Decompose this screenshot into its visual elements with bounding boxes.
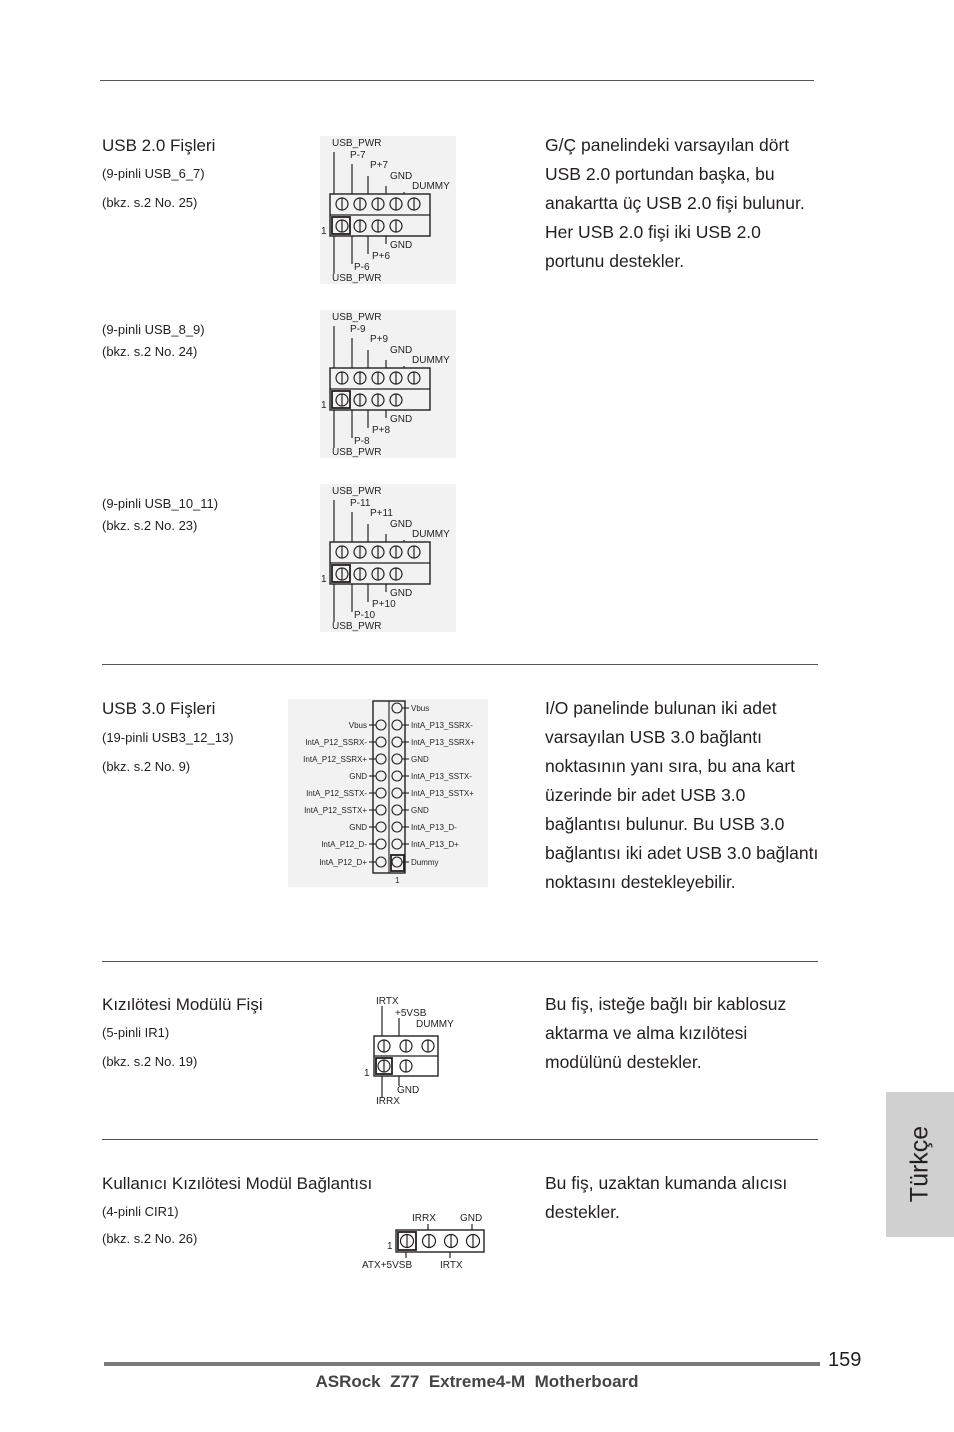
pin-label: P-6	[354, 262, 370, 273]
usb20-header3-diagram	[320, 484, 456, 632]
pin-label: GND	[460, 1213, 483, 1224]
cir-pins: (4-pinli CIR1)	[102, 1204, 179, 1219]
ir-header-diagram	[362, 994, 466, 1106]
pin-label: IRTX	[376, 996, 399, 1007]
pin-label: ATX+5VSB	[362, 1260, 413, 1271]
usb20-title: USB 2.0 Fişleri	[102, 136, 216, 155]
pin-label: DUMMY	[416, 1019, 454, 1030]
pin-label: P-8	[354, 436, 370, 447]
cir-description: Bu fiş, uzaktan kumanda alıcısı destekler.	[545, 1173, 788, 1222]
pin-label: GND	[397, 1085, 420, 1096]
pin-label: IntA_P12_SSRX+	[303, 755, 367, 764]
pin-label: USB_PWR	[332, 486, 382, 497]
usb30-pins: (19-pinli USB3_12_13)	[102, 730, 234, 745]
pin-label: Vbus	[348, 721, 367, 730]
pin-label: USB_PWR	[332, 312, 382, 323]
pin1-marker: 1	[321, 400, 327, 411]
pin-label: +5VSB	[395, 1008, 427, 1019]
pin-label: IRTX	[440, 1260, 463, 1271]
pin1-marker: 1	[364, 1068, 370, 1079]
footer-rule	[104, 1362, 820, 1366]
pin-label: IntA_P13_SSRX-	[411, 721, 473, 730]
usb20-h3-ref: (bkz. s.2 No. 23)	[102, 518, 198, 533]
cir-header-diagram	[360, 1208, 492, 1272]
pin1-marker: 1	[395, 876, 400, 885]
ir-pins: (5-pinli IR1)	[102, 1025, 170, 1040]
usb20-h2-ref: (bkz. s.2 No. 24)	[102, 344, 198, 359]
pin-label: GND	[411, 755, 429, 764]
footer-title: ASRock Z77 Extreme4-M Motherboard	[315, 1372, 639, 1391]
usb20-h1-ref: (bkz. s.2 No. 25)	[102, 195, 198, 210]
usb30-description: I/O panelinde bulunan iki adet varsayılan USB 3.0 bağlantı noktasının yanı sıra, bu ana kart üzerinde bir adet USB 3.0 bağlantısı bulunur. Bu USB 3.0 bağlantısı iki adet USB 3.0 bağlantı noktasını destekleyebilir.	[545, 698, 819, 892]
usb30-ref: (bkz. s.2 No. 9)	[102, 759, 191, 774]
pin-label: P+8	[372, 425, 391, 436]
pin1-marker: 1	[321, 574, 327, 585]
usb20-h3-pins: (9-pinli USB_10_11)	[102, 496, 219, 511]
section-divider	[102, 961, 818, 962]
pin1-marker: 1	[387, 1241, 393, 1252]
pin-label: DUMMY	[412, 355, 450, 366]
top-rule	[100, 80, 814, 81]
pin-label: P-7	[350, 150, 366, 161]
pin-label: P+7	[370, 160, 389, 171]
usb20-description: G/Ç panelindeki varsayılan dört USB 2.0 portundan başka, bu anakartta üç USB 2.0 fişi bulunur. Her USB 2.0 fişi iki USB 2.0 portunu destekler.	[545, 135, 805, 271]
section-divider	[102, 664, 818, 665]
pin-label: IntA_P13_D-	[411, 823, 457, 832]
cir-ref: (bkz. s.2 No. 26)	[102, 1231, 198, 1246]
cir-title: Kullanıcı Kızılötesi Modül Bağlantısı	[102, 1174, 373, 1193]
pin-label: DUMMY	[412, 529, 450, 540]
usb20-h2-pins: (9-pinli USB_8_9)	[102, 322, 205, 337]
pin-label: GND	[390, 588, 413, 599]
ir-title: Kızılötesi Modülü Fişi	[102, 995, 263, 1014]
pin-label: IntA_P13_SSTX+	[411, 789, 474, 798]
pin-label: GND	[390, 519, 413, 530]
usb30-title: USB 3.0 Fişleri	[102, 699, 216, 718]
pin-label: GND	[390, 414, 413, 425]
section-divider	[102, 1139, 818, 1140]
pin-label: P+11	[370, 508, 393, 519]
language-tab	[886, 1092, 954, 1237]
pin-label: IntA_P13_SSTX-	[411, 772, 472, 781]
pin-label: GND	[390, 240, 413, 251]
pin-label: P-11	[350, 498, 371, 509]
pin-label: USB_PWR	[332, 447, 382, 458]
usb30-header-diagram	[288, 699, 488, 887]
usb20-header1-diagram	[320, 136, 456, 284]
pin-label: IntA_P13_D+	[411, 840, 459, 849]
pin-label: DUMMY	[412, 181, 450, 192]
pin-label: USB_PWR	[332, 621, 382, 632]
language-tab-label: Türkçe	[905, 1125, 934, 1203]
pin-label: Vbus	[411, 704, 430, 713]
pin-label: IRRX	[412, 1213, 436, 1224]
pin1-marker: 1	[321, 226, 327, 237]
pin-label: USB_PWR	[332, 273, 382, 284]
pin-label: IntA_P12_SSRX-	[305, 738, 367, 747]
pin-label: P-9	[350, 324, 366, 335]
pin-label: P+10	[372, 599, 396, 610]
pin-label: USB_PWR	[332, 138, 382, 149]
pin-label: GND	[390, 171, 413, 182]
pin-label: GND	[349, 823, 367, 832]
pin-label: P+9	[370, 334, 389, 345]
pin-label: IntA_P12_D-	[321, 840, 367, 849]
ir-ref: (bkz. s.2 No. 19)	[102, 1054, 198, 1069]
pin-label: IntA_P13_SSRX+	[411, 738, 475, 747]
usb20-header2-diagram	[320, 310, 456, 458]
pin-label: GND	[349, 772, 367, 781]
pin-label: IntA_P12_D+	[319, 858, 367, 867]
pin-label: Dummy	[411, 858, 439, 867]
usb20-h1-pins: (9-pinli USB_6_7)	[102, 166, 205, 181]
page-number: 159	[828, 1349, 862, 1371]
pin-label: GND	[411, 806, 429, 815]
pin-label: P-10	[354, 610, 376, 621]
pin-label: IntA_P12_SSTX-	[306, 789, 367, 798]
pin-label: IRRX	[376, 1096, 400, 1106]
pin-label: IntA_P12_SSTX+	[304, 806, 367, 815]
pin-label: GND	[390, 345, 413, 356]
ir-description: Bu fiş, isteğe bağlı bir kablosuz aktarma ve alma kızılötesi modülünü destekler.	[545, 994, 787, 1072]
pin-label: P+6	[372, 251, 391, 262]
